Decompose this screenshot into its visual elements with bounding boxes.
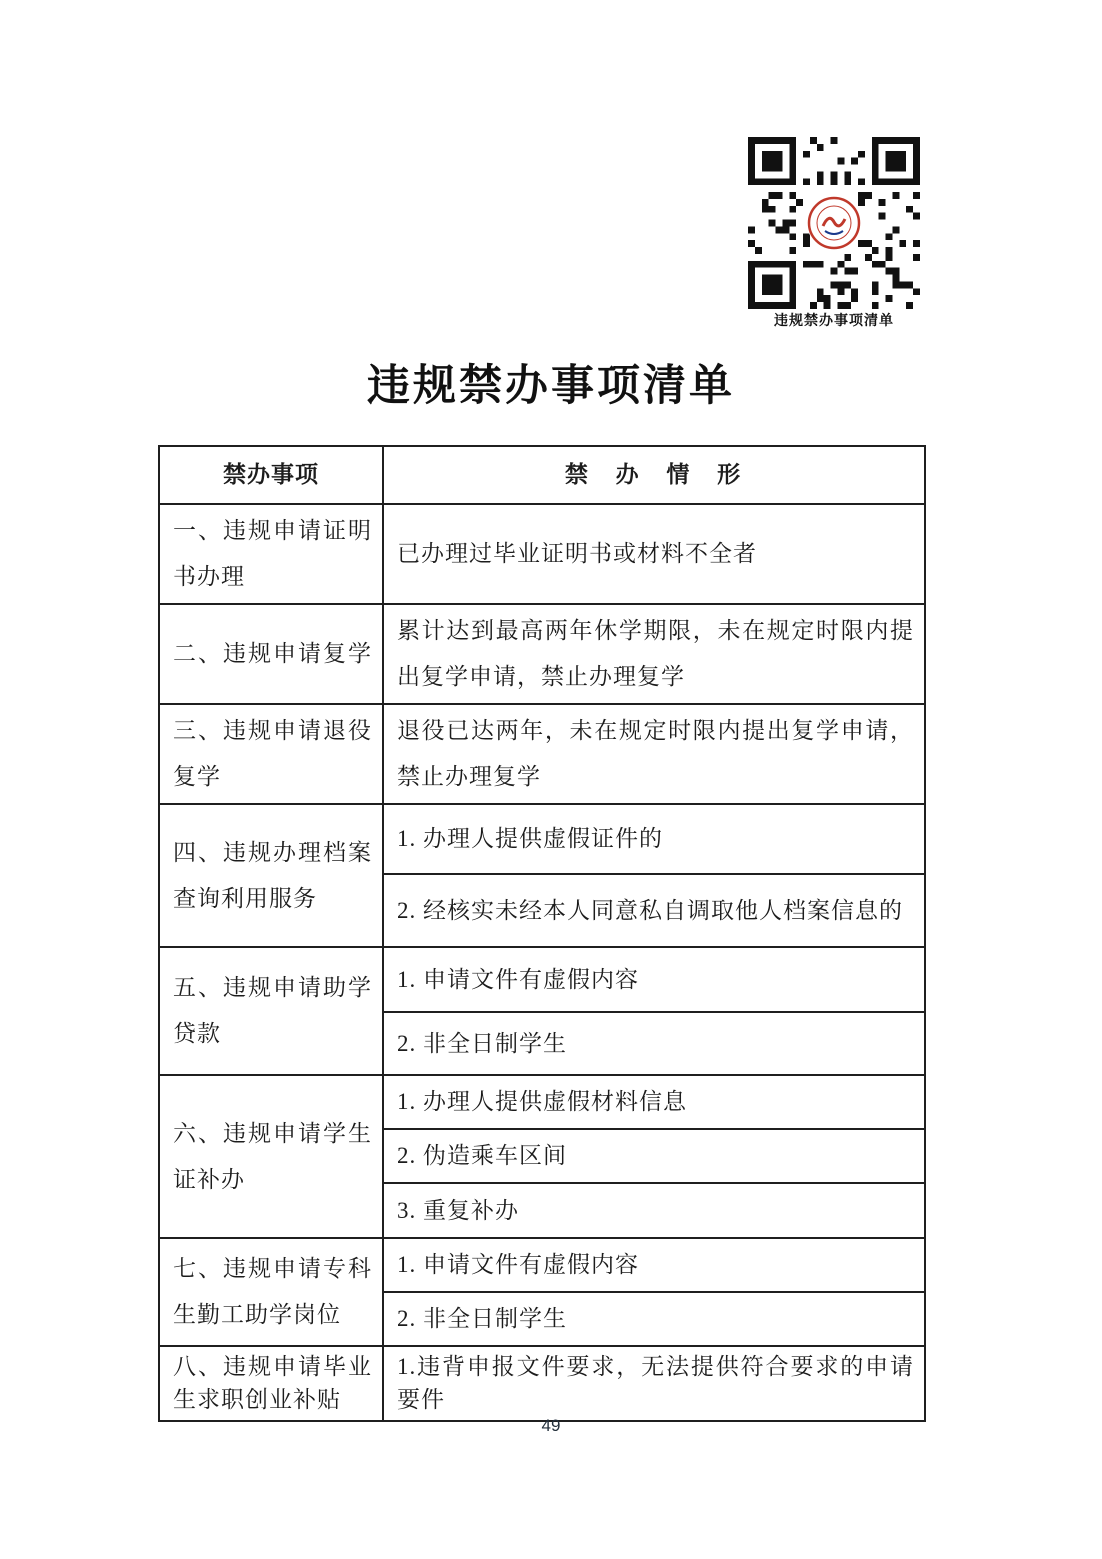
item-cell: 八、违规申请毕业生求职创业补贴	[159, 1346, 383, 1421]
case-cell: 2. 经核实未经本人同意私自调取他人档案信息的	[383, 874, 925, 947]
case-cell: 1. 申请文件有虚假内容	[383, 947, 925, 1012]
page-title: 违规禁办事项清单	[367, 363, 735, 410]
item-cell: 七、违规申请专科生勤工助学岗位	[159, 1238, 383, 1346]
table-row	[159, 947, 925, 1012]
qr-code	[748, 137, 920, 309]
table-row	[159, 804, 925, 874]
table-header-row	[159, 446, 925, 504]
item-cell: 一、违规申请证明书办理	[159, 504, 383, 604]
item-cell: 二、违规申请复学	[159, 604, 383, 704]
case-cell: 1.违背申报文件要求，无法提供符合要求的申请要件	[383, 1346, 925, 1421]
column-header-items: 禁办事项	[159, 446, 383, 504]
case-cell: 已办理过毕业证明书或材料不全者	[383, 504, 925, 604]
item-cell: 六、违规申请学生证补办	[159, 1075, 383, 1238]
case-cell: 1. 申请文件有虚假内容	[383, 1238, 925, 1292]
case-cell: 2. 非全日制学生	[383, 1012, 925, 1075]
case-cell: 累计达到最高两年休学期限，未在规定时限内提出复学申请，禁止办理复学	[383, 604, 925, 704]
case-cell: 1. 办理人提供虚假材料信息	[383, 1075, 925, 1129]
table-row	[159, 1075, 925, 1129]
page-number: 49	[541, 1416, 561, 1435]
case-cell: 2. 非全日制学生	[383, 1292, 925, 1346]
university-seal-logo	[807, 196, 861, 250]
column-header-cases: 禁 办 情 形	[383, 446, 925, 504]
case-cell: 退役已达两年，未在规定时限内提出复学申请，禁止办理复学	[383, 704, 925, 804]
item-cell: 四、违规办理档案查询利用服务	[159, 804, 383, 947]
table-row	[159, 1238, 925, 1292]
table-row	[159, 504, 925, 604]
qr-caption: 违规禁办事项清单	[774, 312, 894, 328]
item-cell: 五、违规申请助学贷款	[159, 947, 383, 1075]
case-cell: 3. 重复补办	[383, 1183, 925, 1238]
case-cell: 1. 办理人提供虚假证件的	[383, 804, 925, 874]
item-cell: 三、违规申请退役复学	[159, 704, 383, 804]
table-row	[159, 1346, 925, 1421]
case-cell: 2. 伪造乘车区间	[383, 1129, 925, 1183]
table-row	[159, 704, 925, 804]
table-row	[159, 604, 925, 704]
prohibition-table	[158, 445, 926, 1422]
